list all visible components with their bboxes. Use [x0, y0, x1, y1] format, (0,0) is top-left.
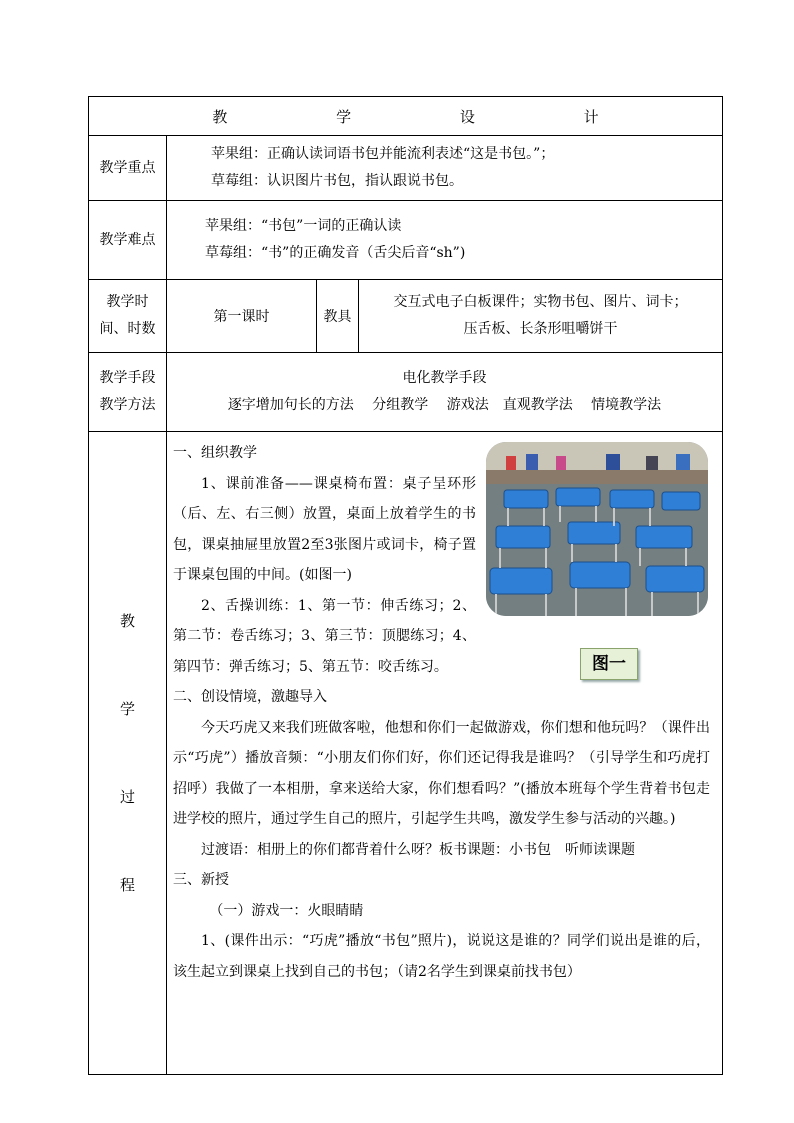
tools-line-1: 交互式电子白板课件；实物书包、图片、词卡；	[393, 294, 688, 310]
process-content	[167, 432, 723, 1075]
prep-paragraph: 1、课前准备——课桌椅布置：桌子呈环形（后、左、右三侧）放置，桌面上放着学生的书包，课桌抽屉里放置2至3张图片或词卡，椅子置于课桌包围的中间。(如图一)	[173, 475, 476, 583]
lesson-design-table	[88, 96, 723, 1075]
difficulties-line-2: 草莓组：“书”的正确发音（舌尖后音“sh”)	[205, 245, 466, 261]
tools-content	[359, 280, 723, 353]
process-char-2: 学	[119, 700, 135, 718]
teaching-methods: 逐字增加句长的方法 分组教学 游戏法 直观教学法 情境教学法	[227, 397, 662, 413]
key-points-content	[167, 136, 723, 201]
session-value: 第一课时	[167, 280, 317, 353]
methods-label-line-1: 教学手段	[99, 370, 156, 386]
figure-caption: 图一	[580, 648, 638, 680]
tools-label: 教具	[317, 280, 359, 353]
process-char-1: 教	[119, 612, 135, 630]
process-char-3: 过	[119, 788, 135, 806]
table-title: 教 学 设 计	[89, 97, 723, 136]
time-label-line-1: 教学时	[106, 294, 149, 310]
tongue-exercise-paragraph: 2、舌操训练：1、第一节：伸舌练习；2、第二节：卷舌练习；3、第三节：顶腮练习；4、第四节：弹舌练习；5、第五节：咬舌练习。	[173, 597, 476, 675]
scenario-paragraph: 今天巧虎又来我们班做客啦，他想和你们一起做游戏，你们想和他玩吗？（课件出示“巧虎”）播放音频：“小朋友们你们好，你们还记得我是谁吗？（引导学生和巧虎打招呼）我做了一本相册，拿来送给大家，你们想看吗？”(播放本班每个学生背着书包走进学校的照片，通过学生自己的照片，引起学生共鸣，激发学生参与活动的兴趣。)	[173, 719, 710, 827]
game-one-heading: （一）游戏一：火眼睛睛	[209, 902, 364, 919]
methods-label-line-2: 教学方法	[99, 397, 156, 413]
classroom-photo	[486, 442, 708, 616]
section-organize: 一、组织教学	[173, 445, 257, 461]
methods-label	[89, 353, 167, 432]
key-points-line-1: 苹果组：正确认读词语书包并能流利表述“这是书包。”；	[211, 146, 555, 162]
section-new-lesson: 三、新授	[173, 872, 229, 888]
time-label	[89, 280, 167, 353]
transition-paragraph: 过渡语：相册上的你们都背着什么呀？板书课题：小书包 听师读课题	[201, 841, 635, 858]
section-scenario: 二、创设情境，激趣导入	[173, 689, 327, 705]
process-label	[89, 432, 167, 1075]
difficulties-line-1: 苹果组：“书包”一词的正确认读	[205, 218, 402, 234]
key-points-label: 教学重点	[89, 136, 167, 201]
classroom-chairs-illustration	[486, 442, 708, 616]
difficulties-label: 教学难点	[89, 201, 167, 280]
difficulties-content	[167, 201, 723, 280]
game-one-paragraph: 1、(课件出示：“巧虎”播放“书包”照片)，说说这是谁的？同学们说出是谁的后，该生起立到课桌上找到自己的书包；（请2名学生到课桌前找书包）	[173, 933, 710, 980]
key-points-line-2: 草莓组：认识图片书包，指认跟说书包。	[211, 173, 463, 189]
methods-content	[167, 353, 723, 432]
tools-line-2: 压舌板、长条形咀嚼饼干	[463, 321, 618, 337]
teaching-means: 电化教学手段	[402, 370, 487, 386]
process-char-4: 程	[119, 876, 135, 894]
time-label-line-2: 间、时数	[99, 321, 156, 337]
